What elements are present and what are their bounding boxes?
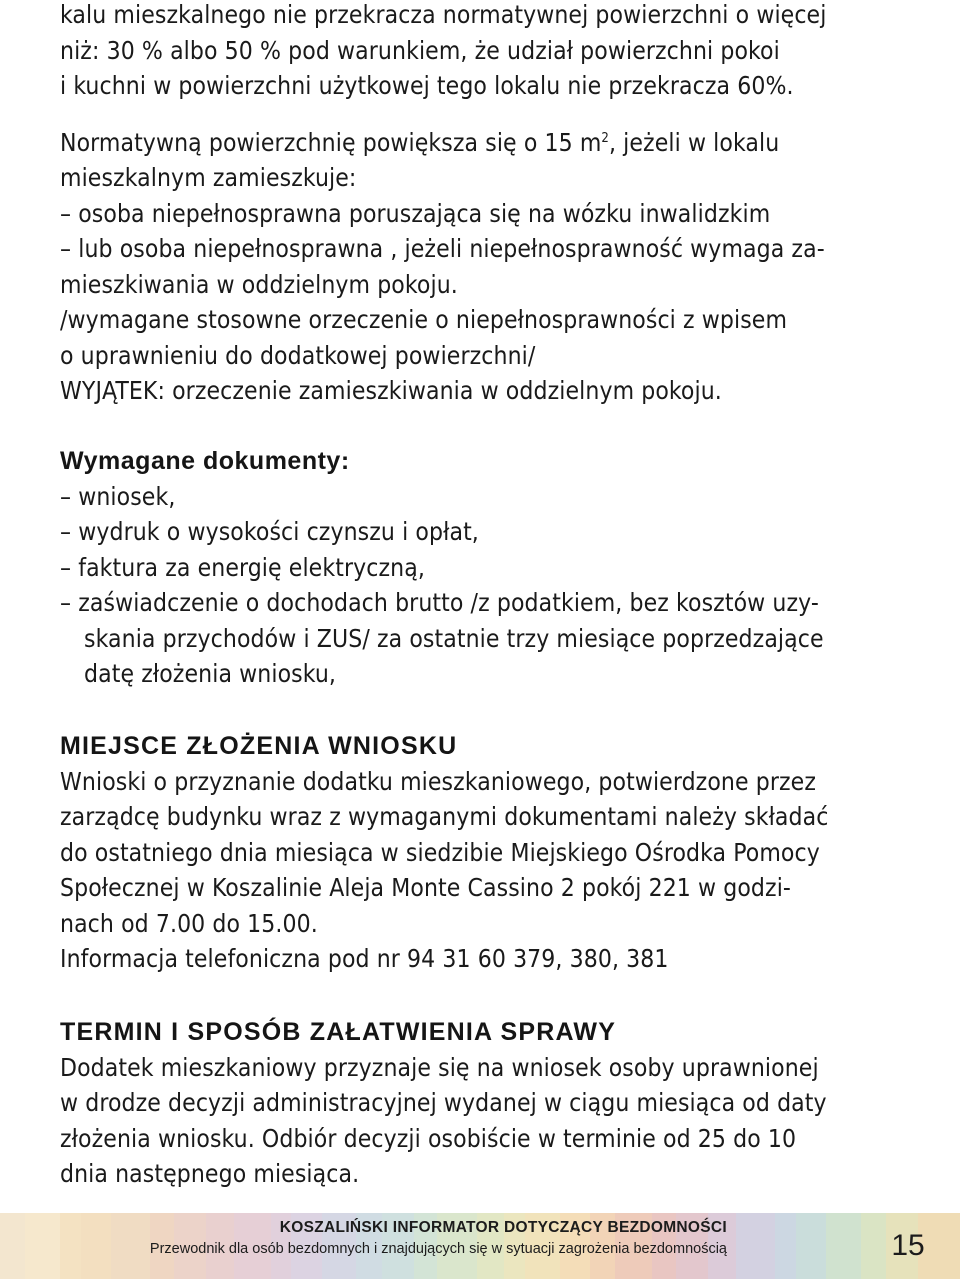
required-documents-list [60, 479, 876, 692]
intro-line-3: i kuchni w powierzchni użytkowej tego lokalu nie przekracza 60%. [60, 71, 794, 100]
norm-line-7: o uprawnieniu do dodatkowej powierzchni/ [60, 340, 536, 370]
required-documents-heading: Wymagane dokumenty: [60, 446, 350, 475]
footer-stripe [826, 1213, 861, 1279]
page-content [60, 0, 876, 1192]
footer-text-block [55, 1217, 727, 1259]
normative-area-paragraph [60, 125, 876, 409]
doc-item-income-certificate-1: – zaświadczenie o dochodach brutto /z podatkiem, bez kosztów uzy- [60, 588, 819, 617]
footer-stripe [796, 1213, 826, 1279]
processing-terms-heading: TERMIN I SPOSÓB ZAŁATWIENIA SPRAWY [60, 1017, 617, 1046]
footer-stripe [0, 1213, 25, 1279]
norm-line-1 [60, 125, 876, 161]
norm-line-5: mieszkiwania w oddzielnym pokoju. [60, 269, 458, 299]
term-line-2: w drodze decyzji administracyjnej wydanej w ciągu miesiąca od daty [60, 1088, 827, 1117]
norm-line-2: mieszkalnym zamieszkuje: [60, 163, 357, 192]
doc-item-income-certificate-3: datę złożenia wniosku, [84, 659, 337, 688]
processing-terms-paragraph [60, 1050, 876, 1192]
place-line-4: Społecznej w Koszalinie Aleja Monte Cassino 2 pokój 221 w godzi- [60, 873, 791, 902]
footer-subtitle: Przewodnik dla osób bezdomnych i znajdujących się w sytuacji zagrożenia bezdomnością [149, 1241, 727, 1257]
footer-stripe [736, 1213, 775, 1279]
intro-line-1: kalu mieszkalnego nie przekracza normatywnej powierzchni o więcej [60, 0, 827, 29]
page-footer [0, 1213, 960, 1279]
norm-line-1-pre: Normatywną powierzchnię powiększa się o 15 m [60, 127, 602, 157]
footer-title: KOSZALIŃSKI INFORMATOR DOTYCZĄCY BEZDOMNOŚCI [279, 1219, 727, 1236]
norm-line-6: /wymagane stosowne orzeczenie o niepełnosprawności z wpisem [60, 305, 788, 334]
term-line-4: dnia następnego miesiąca. [60, 1159, 360, 1188]
footer-stripe [775, 1213, 796, 1279]
doc-item-electricity-invoice: – faktura za energię elektryczną, [60, 552, 425, 582]
intro-paragraph [60, 0, 876, 104]
doc-item-income-certificate-2: skania przychodów i ZUS/ za ostatnie trzy miesiące poprzedzające [84, 623, 824, 653]
doc-item-application: – wniosek, [60, 481, 176, 511]
norm-line-4: – lub osoba niepełnosprawna , jeżeli niepełnosprawność wymaga za- [60, 234, 825, 263]
intro-line-2: niż: 30 % albo 50 % pod warunkiem, że udział powierzchni pokoi [60, 35, 780, 65]
submission-place-heading: MIEJSCE ZŁOŻENIA WNIOSKU [60, 731, 458, 760]
doc-item-rent-printout: – wydruk o wysokości czynszu i opłat, [60, 517, 479, 546]
norm-superscript: 2 [601, 130, 609, 146]
norm-line-1-post: , jeżeli w lokalu [608, 127, 780, 157]
place-line-5: nach od 7.00 do 15.00. [60, 908, 318, 938]
submission-place-paragraph [60, 764, 876, 977]
page-number: 15 [891, 1229, 925, 1262]
norm-line-3: – osoba niepełnosprawna poruszająca się na wózku inwalidzkim [60, 198, 771, 228]
place-line-6: Informacja telefoniczna pod nr 94 31 60 379, 380, 381 [60, 944, 669, 973]
place-line-2: zarządcę budynku wraz z wymaganymi dokumentami należy składać [60, 802, 829, 831]
term-line-3: złożenia wniosku. Odbiór decyzji osobiście w terminie od 25 do 10 [60, 1123, 797, 1153]
place-line-1: Wnioski o przyznanie dodatku mieszkaniowego, potwierdzone przez [60, 766, 817, 796]
term-line-1: Dodatek mieszkaniowy przyznaje się na wniosek osoby uprawnionej [60, 1052, 819, 1082]
norm-line-8: WYJĄTEK: orzeczenie zamieszkiwania w oddzielnym pokoju. [60, 376, 722, 405]
place-line-3: do ostatniego dnia miesiąca w siedzibie Miejskiego Ośrodka Pomocy [60, 837, 820, 867]
